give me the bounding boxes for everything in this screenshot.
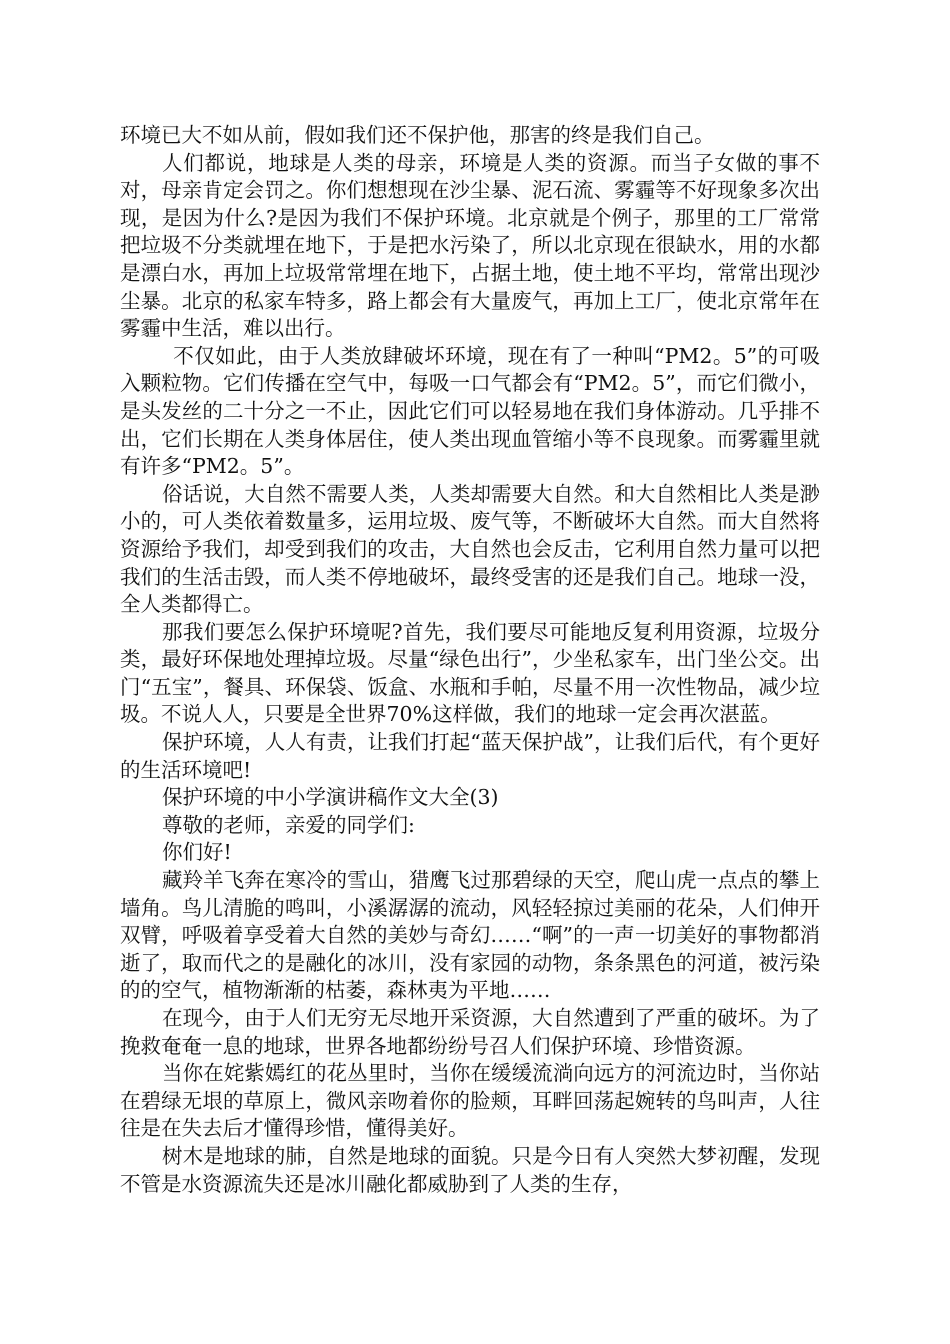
- salutation: 尊敬的老师，亲爱的同学们:: [162, 812, 415, 837]
- paragraph-call-to-action: 保护环境，人人有责，让我们打起“蓝天保护战”，让我们后代，有个更好的生活环境吧!: [120, 730, 820, 782]
- paragraph-flowers: 当你在姹紫嫣红的花丛里时，当你在缓缓流淌向远方的河流边时，当你站在碧绿无垠的草原上，微风亲吻着你的脸颊，耳畔回荡起婉转的鸟叫声，人往往是在失去后才懂得珍惜，懂得美好。: [120, 1061, 820, 1141]
- document-page: [120, 122, 820, 1198]
- greeting: 你们好!: [162, 840, 232, 865]
- section-title: 保护环境的中小学演讲稿作文大全(3): [162, 785, 499, 810]
- paragraph-resources: 在现今，由于人们无穷无尽地开采资源，大自然遭到了严重的破坏。为了挽救奄奄一息的地球，世界各地都纷纷号召人们保护环境、珍惜资源。: [120, 1006, 820, 1058]
- paragraph-antelope: 藏羚羊飞奔在寒冷的雪山，猎鹰飞过那碧绿的天空，爬山虎一点点的攀上墙角。鸟儿清脆的鸣叫，小溪潺潺的流动，风轻轻掠过美丽的花朵，人们伸开双臂，呼吸着享受着大自然的美妙与奇幻……“啊”的一声一切美好的事物都消逝了，取而代之的是融化的冰川，没有家园的动物，条条黑色的河道，被污染的的空气，植物渐渐的枯萎，森林夷为平地……: [120, 868, 820, 1003]
- paragraph-earth-mother: 人们都说，地球是人类的母亲，环境是人类的资源。而当子女做的事不对，母亲肯定会罚之。你们想想现在沙尘暴、泥石流、雾霾等不好现象多次出现，是因为什么?是因为我们不保护环境。北京就是个例子，那里的工厂常常把垃圾不分类就埋在地下，于是把水污染了，所以北京现在很缺水，用的水都是漂白水，再加上垃圾常常埋在地下，占据土地，使土地不平均，常常出现沙尘暴。北京的私家车特多，路上都会有大量废气，再加上工厂，使北京常年在雾霾中生活，难以出行。: [120, 150, 820, 341]
- paragraph-trees: 树木是地球的肺，自然是地球的面貌。只是今日有人突然大梦初醒，发现不管是水资源流失还是冰川融化都威胁到了人类的生存，: [120, 1143, 820, 1196]
- paragraph-continuation: 环境已大不如从前，假如我们还不保护他，那害的终是我们自己。: [120, 123, 715, 147]
- paragraph-pm25: 不仅如此，由于人类放肆破坏环境，现在有了一种叫“PM2。5”的可吸入颗粒物。它们传播在空气中，每吸一口气都会有“PM2。5”，而它们微小，是头发丝的二十分之一不止，因此它们可以轻易地在我们身体游动。几乎排不出，它们长期在人类身体居住，使人类出现血管缩小等不良现象。而雾霾里就有许多“PM2。5”。: [120, 343, 820, 479]
- paragraph-how-to-protect: 那我们要怎么保护环境呢?首先，我们要尽可能地反复利用资源，垃圾分类，最好环保地处理掉垃圾。尽量“绿色出行”，少坐私家车，出门坐公交。出门“五宝”，餐具、环保袋、饭盒、水瓶和手帕，尽量不用一次性物品，减少垃圾。不说人人，只要是全世界70%这样做，我们的地球一定会再次湛蓝。: [120, 619, 820, 727]
- paragraph-nature-needed: 俗话说，大自然不需要人类，人类却需要大自然。和大自然相比人类是渺小的，可人类依着数量多，运用垃圾、废气等，不断破坏大自然。而大自然将资源给予我们，却受到我们的攻击，大自然也会反击，它利用自然力量可以把我们的生活击毁，而人类不停地破坏，最终受害的还是我们自己。地球一没，全人类都得亡。: [120, 481, 820, 617]
